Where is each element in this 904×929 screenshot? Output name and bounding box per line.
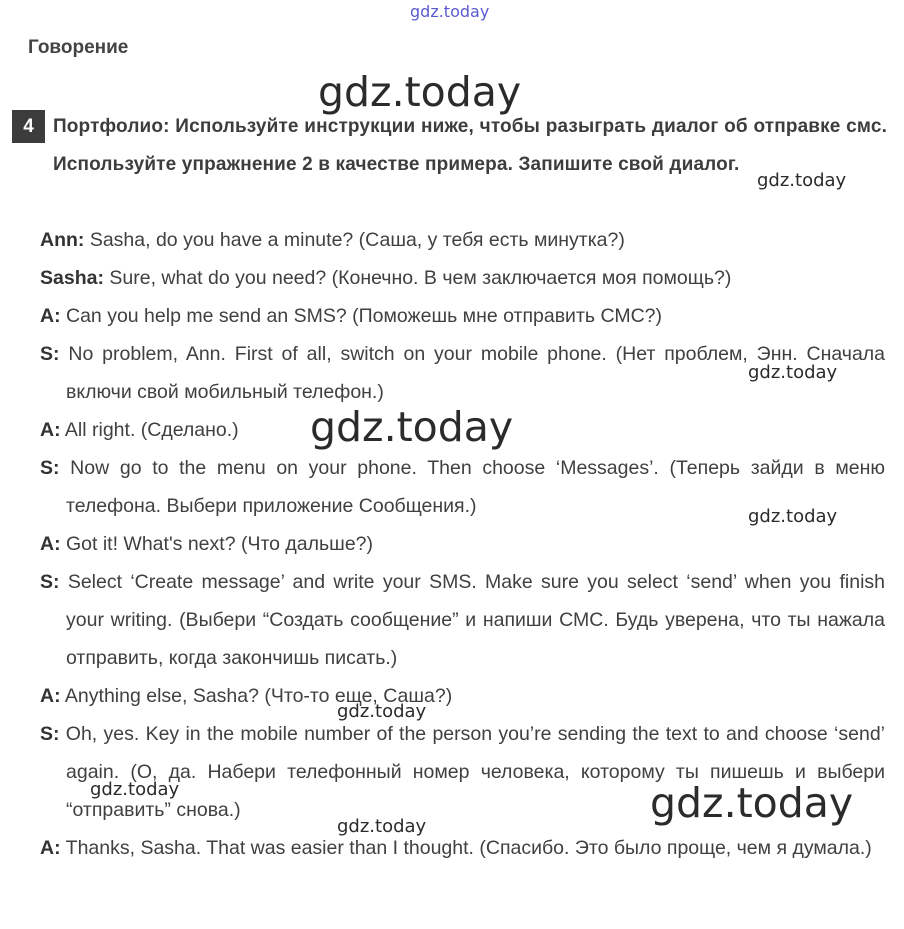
dialog-line <box>40 829 885 867</box>
watermark: gdz.today <box>310 403 514 451</box>
dialog-text: Can you help me send an SMS? (Поможешь мне отправить СМС?) <box>66 305 662 327</box>
watermark: gdz.today <box>337 701 427 722</box>
speaker-label: A: <box>40 305 61 327</box>
speaker-label: S: <box>40 343 60 365</box>
dialog-line <box>40 525 885 563</box>
dialog-text: Sure, what do you need? (Конечно. В чем заключается моя помощь?) <box>109 267 732 289</box>
speaker-label: Ann: <box>40 229 85 251</box>
dialog-text: Thanks, Sasha. That was easier than I thought. (Спасибо. Это было проще, чем я думала.) <box>65 837 872 859</box>
dialog-line <box>40 563 885 677</box>
task-block <box>12 108 887 183</box>
watermark-top: gdz.today <box>410 2 490 21</box>
task-instruction: Портфолио: Используйте инструкции ниже, чтобы разыграть диалог об отправке смс. Используйте упражнение 2 в качестве примера. Запишите свой диалог. <box>53 116 887 175</box>
dialog <box>40 221 885 867</box>
speaker-label: S: <box>40 723 60 745</box>
dialog-line <box>40 297 885 335</box>
speaker-label: A: <box>40 837 61 859</box>
dialog-line <box>40 221 885 259</box>
dialog-text: Now go to the menu on your phone. Then choose ‘Messages’. (Теперь зайди в меню телефона. Выбери приложение Сообщения.) <box>66 457 885 517</box>
speaker-label: A: <box>40 533 61 555</box>
speaker-label: Sasha: <box>40 267 104 289</box>
watermark: gdz.today <box>318 68 522 116</box>
dialog-text: Anything else, Sasha? (Что-то еще, Саша?) <box>64 685 453 707</box>
speaker-label: A: <box>40 685 61 707</box>
dialog-text: All right. (Сделано.) <box>64 419 239 441</box>
watermark: gdz.today <box>748 362 838 383</box>
dialog-text: Sasha, do you have a minute? (Саша, у тебя есть минутка?) <box>89 229 625 251</box>
watermark: gdz.today <box>337 816 427 837</box>
dialog-line <box>40 677 885 715</box>
dialog-text: Oh, yes. Key in the mobile number of the person you’re sending the text to and choose ‘send’ again. (О, да. Набери телефонный номер человека, которому ты пишешь и выбери “отправить” снова.) <box>65 723 885 821</box>
section-title: Говорение <box>28 37 129 58</box>
watermark: gdz.today <box>757 170 847 191</box>
dialog-text: Got it! What's next? (Что дальше?) <box>66 533 374 555</box>
speaker-label: A: <box>40 419 61 441</box>
dialog-text: No problem, Ann. First of all, switch on your mobile phone. (Нет проблем, Энн. Сначала включи свой мобильный телефон.) <box>66 343 886 403</box>
task-number-badge: 4 <box>12 110 45 143</box>
dialog-text: Select ‘Create message’ and write your SMS. Make sure you select ‘send’ when you finish your writing. (Выбери “Создать сообщение” и напиши СМС. Будь уверена, что ты нажала отправить, когда закончишь писать.) <box>66 571 885 669</box>
dialog-line <box>40 259 885 297</box>
watermark: gdz.today <box>748 506 838 527</box>
speaker-label: S: <box>40 457 60 479</box>
watermark: gdz.today <box>650 779 854 827</box>
watermark: gdz.today <box>90 779 180 800</box>
speaker-label: S: <box>40 571 60 593</box>
